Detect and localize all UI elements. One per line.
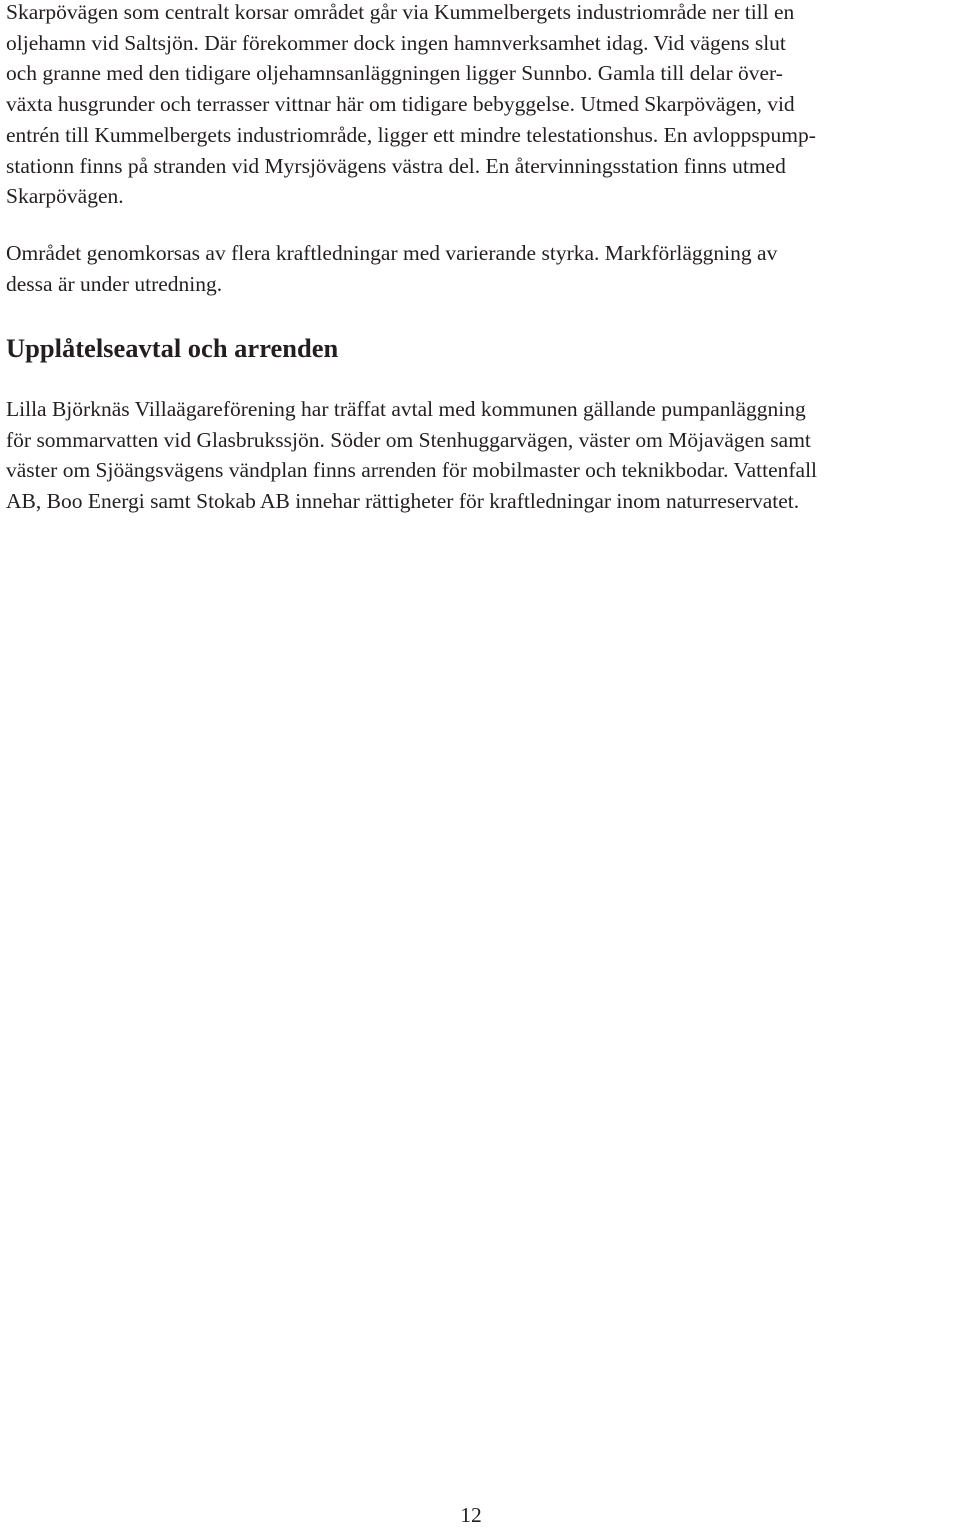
text-line: väster om Sjöängsvägens vändplan finns arrenden för mobilmaster och teknikbodar. Vattenfall — [6, 458, 818, 483]
text-line: växta husgrunder och terrasser vittnar här om tidigare bebyggelse. Utmed Skarpövägen, vid — [6, 92, 795, 117]
text-line: Lilla Björknäs Villaägareförening har träffat avtal med kommunen gällande pumpanläggning — [6, 397, 806, 421]
text-line: AB, Boo Energi samt Stokab AB innehar rättigheter för kraftledningar inom naturreservatet. — [6, 489, 800, 514]
paragraph-agreements — [6, 394, 817, 517]
section-heading: Upplåtelseavtal och arrenden — [6, 333, 339, 363]
text-line: stationn finns på stranden vid Myrsjövägens västra del. En återvinningsstation finns utmed — [6, 153, 786, 178]
text-line: Skarpövägen som centralt korsar området går via Kummelbergets industriområde ner till en — [6, 0, 795, 24]
text-line: Skarpövägen. — [6, 184, 124, 209]
text-line: dessa är under utredning. — [6, 271, 223, 296]
text-line: Området genomkorsas av flera kraftledningar med varierande styrka. Markförläggning av — [6, 241, 778, 265]
text-line: och granne med den tidigare oljehamnsanläggningen ligger Sunnbo. Gamla till delar över- — [6, 61, 783, 86]
text-line: oljehamn vid Saltsjön. Där förekommer dock ingen hamnverksamhet idag. Vid vägens slut — [6, 30, 786, 55]
text-line: entrén till Kummelbergets industriområde, ligger ett mindre telestationshus. En avloppspump- — [6, 122, 816, 147]
paragraph-power-lines — [6, 238, 777, 299]
page-number: 12 — [460, 1503, 482, 1527]
text-line: för sommarvatten vid Glasbrukssjön. Söder om Stenhuggarvägen, väster om Möjavägen samt — [6, 427, 811, 452]
paragraph-infrastructure — [6, 0, 816, 212]
